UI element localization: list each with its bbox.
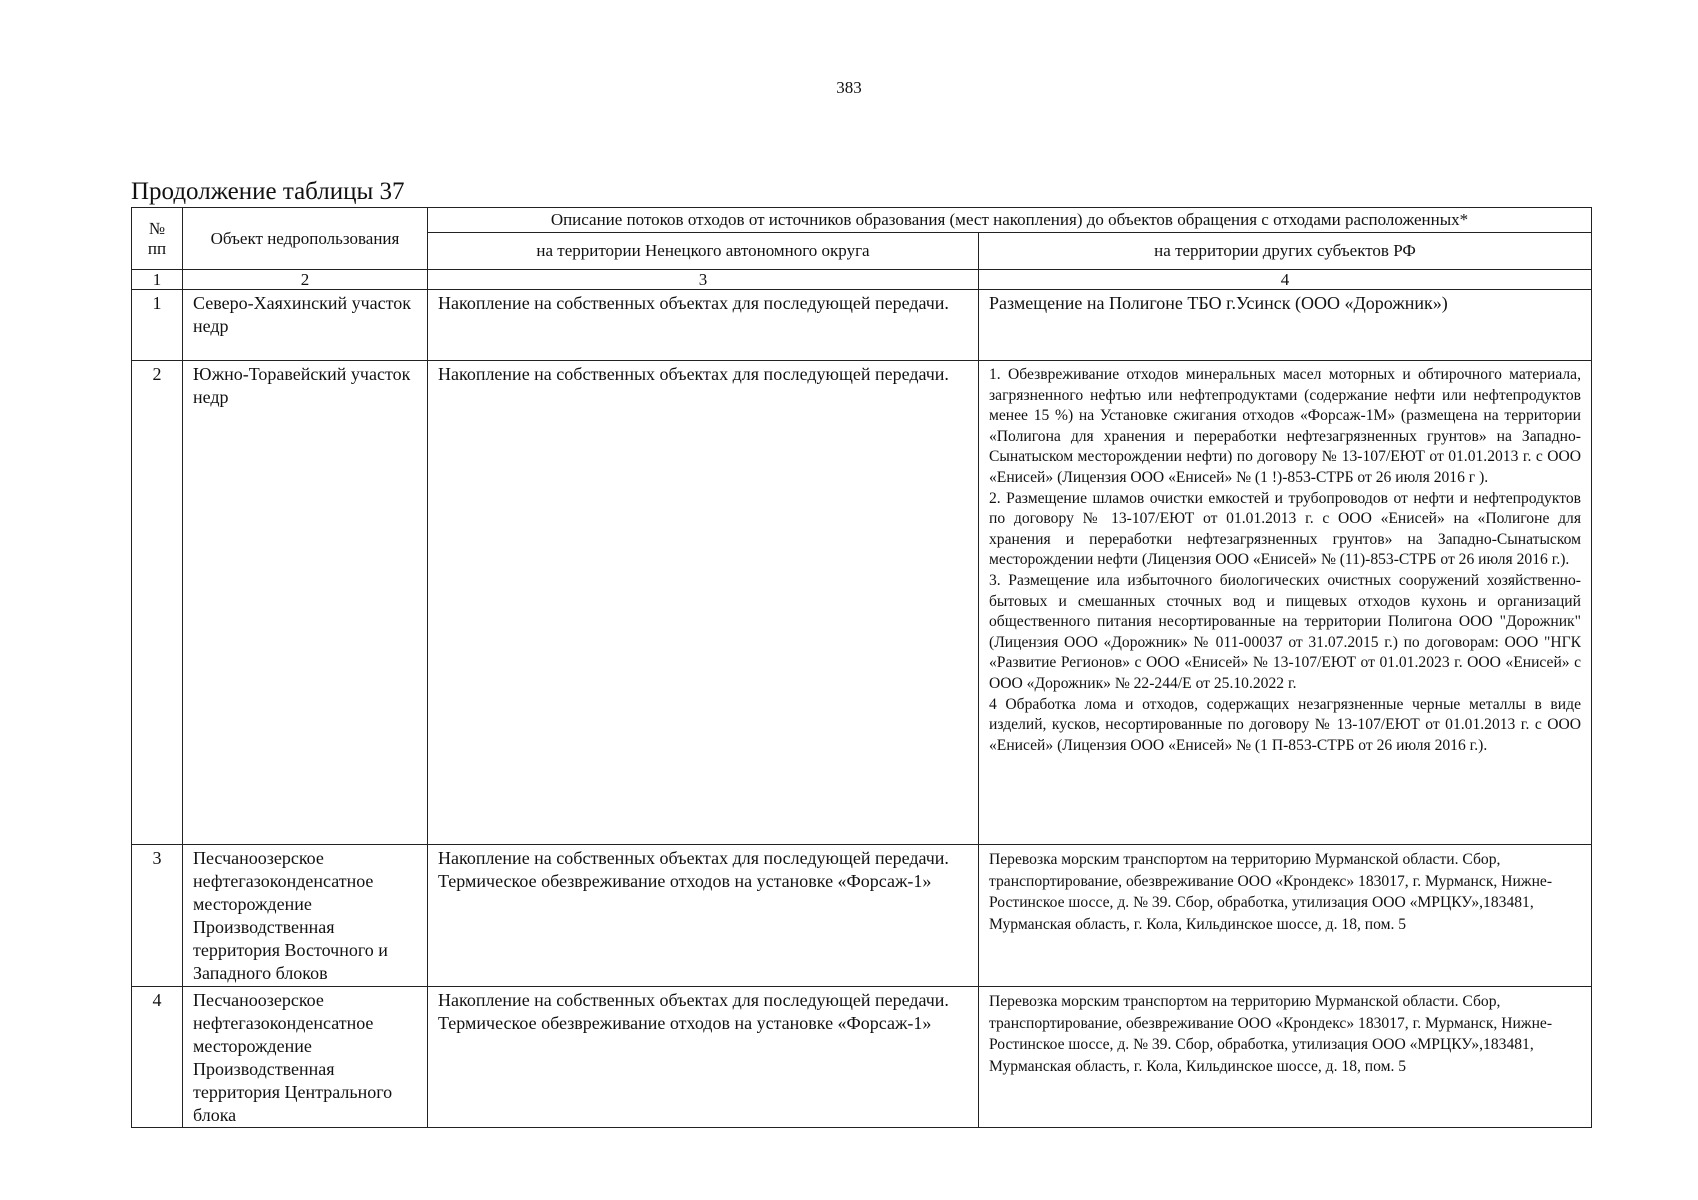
header-other: на территории других субъектов РФ bbox=[979, 233, 1592, 270]
nao-cell: Накопление на собственных объектах для последующей передачи. Термическое обезвреживание отходов на установке «Форсаж-1» bbox=[428, 845, 979, 987]
nao-cell: Накопление на собственных объектах для последующей передачи. Термическое обезвреживание отходов на установке «Форсаж-1» bbox=[428, 987, 979, 1128]
row-number: 4 bbox=[132, 987, 183, 1128]
object-cell: Песчаноозерское нефтегазоконденсатное месторождение Производственная территория Восточного и Западного блоков bbox=[183, 845, 428, 987]
column-number: 3 bbox=[428, 270, 979, 290]
column-number: 4 bbox=[979, 270, 1592, 290]
table-row bbox=[132, 845, 1592, 987]
other-regions-paragraph: 4 Обработка лома и отходов, содержащих незагрязненные черные металлы в виде изделий, кусков, несортированные по договору № 13-107/ЕЮТ от 01.01.2013 г. с ООО «Енисей» (Лицензия ООО «Енисей» № (1 П-853-СТРБ от 26 июля 2016 г.). bbox=[989, 695, 1581, 754]
header-num-line1: № bbox=[148, 218, 166, 238]
other-regions-paragraph: 3. Размещение ила избыточного биологических очистных сооружений хозяйственно-бытовых и смешанных сточных вод и пищевых отходов кухонь и организаций общественного питания несортированные на территории Полигона ООО "Дорожник" (Лицензия ООО «Дорожник» № 011-00037 от 31.07.2015 г.) по договорам: ООО "НГК «Развитие Регионов» с ООО «Енисей» № 13-107/ЕЮТ от 01.01.2023 г. ООО «Енисей» с ООО «Дорожник» № 22-244/Е от 25.10.2022 г. bbox=[989, 571, 1581, 692]
header-description: Описание потоков отходов от источников образования (мест накопления) до объектов обращения с отходами расположенных* bbox=[428, 208, 1592, 233]
header-object: Объект недропользования bbox=[183, 208, 428, 270]
waste-flow-table bbox=[131, 207, 1592, 1128]
header-num-line2: пп bbox=[147, 238, 167, 258]
nao-cell: Накопление на собственных объектах для последующей передачи. bbox=[428, 290, 979, 361]
other-regions-cell bbox=[979, 361, 1592, 845]
other-regions-paragraph: 1. Обезвреживание отходов минеральных масел моторных и обтирочного материала, загрязненного нефтью или нефтепродуктами (содержание нефти или нефтепродуктов менее 15 %) на Установке сжигания отходов «Форсаж-1М» (размещена на территории «Полигона для хранения и переработки нефтезагрязненных грунтов» на Западно-Сынатыском месторождении нефти) по договору № 13-107/ЕЮТ от 01.01.2013 г. с ООО «Енисей» (Лицензия ООО «Енисей» № (1 !)-853-СТРБ от 26 июля 2016 г ). bbox=[989, 366, 1581, 486]
row-number: 2 bbox=[132, 361, 183, 845]
column-number: 2 bbox=[183, 270, 428, 290]
other-regions-text: Размещение на Полигоне ТБО г.Усинск (ООО «Дорожник») bbox=[989, 293, 1448, 313]
row-number: 3 bbox=[132, 845, 183, 987]
other-regions-text: Перевозка морским транспортом на территорию Мурманской области. Сбор, транспортирование, обезвреживание ООО «Крондекс» 183017, г. Мурманск, Нижне-Ростинское шоссе, д. № 39. Сбор, обработка, утилизация ООО «МРЦКУ»,183481, Мурманская область, г. Кола, Кильдинское шоссе, д. 18, пом. 5 bbox=[989, 851, 1553, 933]
other-regions-paragraph: 2. Размещение шламов очистки емкостей и трубопроводов от нефти и нефтепродуктов по договору № 13-107/ЕЮТ от 01.01.2013 г. с ООО «Енисей» на «Полигоне для хранения и переработки нефтезагрязненных грунтов» на Западно-Сынатыском месторождении нефти (Лицензия ООО «Енисей» № (11)-853-СТРБ от 26 июля 2016 г.). bbox=[989, 489, 1581, 569]
header-num bbox=[132, 208, 183, 270]
table-row bbox=[132, 361, 1592, 845]
column-number: 1 bbox=[132, 270, 183, 290]
other-regions-cell bbox=[979, 290, 1592, 361]
table-row bbox=[132, 290, 1592, 361]
page-number: 383 bbox=[836, 78, 862, 97]
object-cell: Северо-Хаяхинский участок недр bbox=[183, 290, 428, 361]
row-number: 1 bbox=[132, 290, 183, 361]
header-nao: на территории Ненецкого автономного округа bbox=[428, 233, 979, 270]
other-regions-text: Перевозка морским транспортом на территорию Мурманской области. Сбор, транспортирование, обезвреживание ООО «Крондекс» 183017, г. Мурманск, Нижне-Ростинское шоссе, д. № 39. Сбор, обработка, утилизация ООО «МРЦКУ»,183481, Мурманская область, г. Кола, Кильдинское шоссе, д. 18, пом. 5 bbox=[989, 993, 1553, 1075]
object-cell: Песчаноозерское нефтегазоконденсатное месторождение Производственная территория Центрального блока bbox=[183, 987, 428, 1128]
table-row bbox=[132, 987, 1592, 1128]
table-caption: Продолжение таблицы 37 bbox=[131, 178, 405, 205]
object-cell: Южно-Торавейский участок недр bbox=[183, 361, 428, 845]
other-regions-cell bbox=[979, 987, 1592, 1128]
other-regions-cell bbox=[979, 845, 1592, 987]
nao-cell: Накопление на собственных объектах для последующей передачи. bbox=[428, 361, 979, 845]
